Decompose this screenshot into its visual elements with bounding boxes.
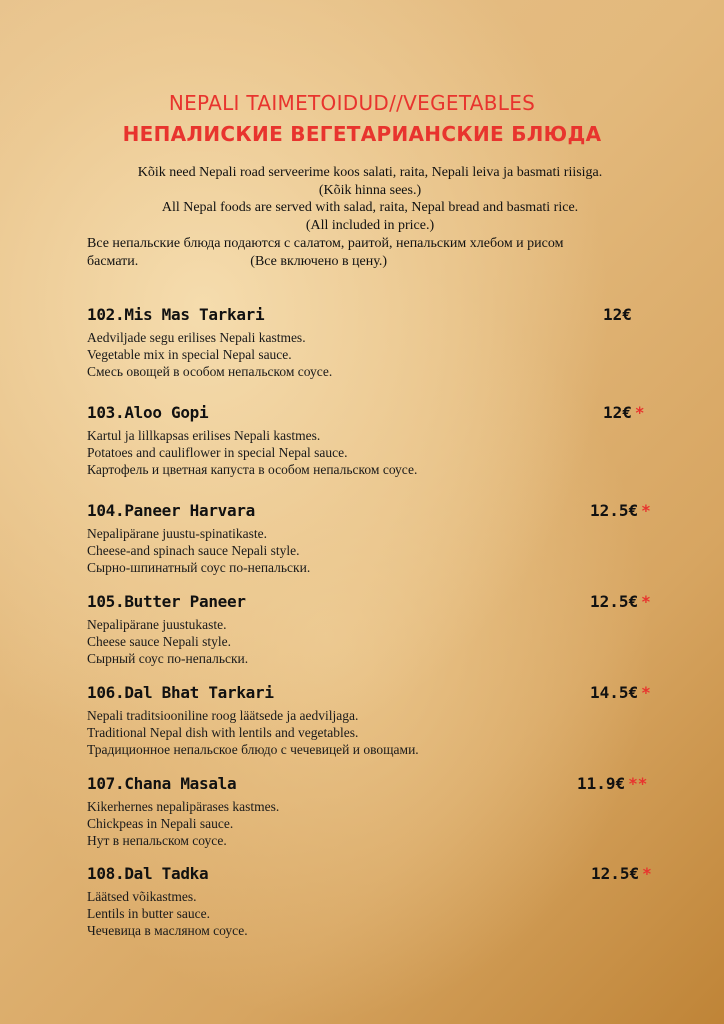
dish-item	[87, 683, 657, 758]
dish-item	[87, 864, 657, 939]
intro-ru-price: (Все включено в цену.)	[250, 253, 388, 269]
dish-desc-et: Nepalipärane juustu-spinatikaste.	[87, 526, 267, 541]
dish-desc-et: Kikerhernes nepalipärases kastmes.	[87, 799, 280, 814]
dish-item	[87, 501, 657, 576]
dish-desc-en: Chickpeas in Nepali sauce.	[87, 816, 234, 831]
dish-name: 108.Dal Tadka	[87, 864, 209, 883]
dish-price-value: 12€	[603, 403, 632, 422]
dish-desc-en: Lentils in butter sauce.	[87, 906, 210, 921]
dish-price-value: 12.5€	[590, 592, 639, 611]
dish-desc-et: Kartul ja lillkapsas erilises Nepali kastmes.	[87, 428, 321, 443]
intro-et-price: (Kõik hinna sees.)	[318, 182, 422, 198]
dish-desc-ru: Сырно-шпинатный соус по-непальски.	[87, 560, 311, 575]
dish-desc-et: Läätsed võikastmes.	[87, 889, 197, 904]
dish-name: 102.Mis Mas Tarkari	[87, 305, 265, 324]
dish-name: 105.Butter Paneer	[87, 592, 246, 611]
dish-desc-ru: Традиционное непальское блюдо с чечевицей и овощами.	[87, 742, 419, 757]
dish-desc-en: Traditional Nepal dish with lentils and vegetables.	[87, 725, 359, 740]
spicy-star: *	[634, 403, 645, 422]
spicy-star: *	[641, 683, 651, 702]
dish-price-value: 14.5€	[590, 683, 639, 702]
intro-en-price: (All included in price.)	[305, 217, 435, 233]
dish-price	[577, 774, 647, 793]
spicy-star: *	[641, 592, 651, 611]
dish-name: 106.Dal Bhat Tarkari	[87, 683, 274, 702]
intro-ru-block	[87, 235, 647, 270]
dish-price	[590, 501, 651, 520]
dish-price	[591, 864, 652, 883]
dish-desc-en: Potatoes and cauliflower in special Nepal sauce.	[87, 445, 348, 460]
dish-item	[87, 774, 657, 849]
dish-desc-et: Nepalipärane juustukaste.	[87, 617, 227, 632]
title-cyrillic: НЕПАЛИСКИЕ ВЕГЕТАРИАНСКИЕ БЛЮДА	[122, 122, 602, 146]
dish-desc-en: Cheese-and spinach sauce Nepali style.	[87, 543, 300, 558]
intro-block	[60, 164, 680, 234]
dish-price	[603, 305, 635, 324]
dish-desc-ru: Картофель и цветная капуста в особом непальском соусе.	[87, 462, 418, 477]
dish-desc-en: Vegetable mix in special Nepal sauce.	[87, 347, 292, 362]
intro-ru-line2-row	[87, 253, 647, 271]
dish-price-value: 11.9€	[577, 774, 626, 793]
dish-price-value: 12€	[603, 305, 632, 324]
dish-name: 104.Paneer Harvara	[87, 501, 255, 520]
dish-desc-ru: Чечевица в масляном соусе.	[87, 923, 248, 938]
dish-desc-ru: Сырный соус по-непальски.	[87, 651, 249, 666]
dish-price	[590, 683, 651, 702]
dish-desc-et: Nepali traditsiooniline roog läätsede ja aedviljaga.	[87, 708, 359, 723]
intro-et-line: Kõik need Nepali road serveerime koos salati, raita, Nepali leiva ja basmati riisiga.	[137, 165, 603, 180]
intro-ru-line1: Все непальские блюда подаются с салатом, раитой, непальским хлебом и рисом	[87, 236, 564, 251]
spicy-star: *	[641, 501, 651, 520]
dish-desc-ru: Нут в непальском соусе.	[87, 833, 227, 848]
dish-price-value: 12.5€	[591, 864, 640, 883]
dish-price-value: 12.5€	[590, 501, 639, 520]
dish-price	[603, 403, 645, 422]
spicy-star: *	[642, 864, 652, 883]
title-latin: NEPALI TAIMETOIDUD//VEGETABLES	[168, 91, 536, 115]
intro-ru-line2: басмати.	[87, 253, 139, 269]
dish-item	[87, 592, 657, 667]
dish-name: 107.Chana Masala	[87, 774, 237, 793]
spicy-star: **	[628, 774, 648, 793]
intro-en-line: All Nepal foods are served with salad, raita, Nepal bread and basmati rice.	[161, 200, 579, 215]
dish-item	[87, 305, 657, 380]
dish-desc-et: Aedviljade segu erilises Nepali kastmes.	[87, 330, 306, 345]
dish-desc-en: Cheese sauce Nepali style.	[87, 634, 231, 649]
dish-price	[590, 592, 651, 611]
dish-desc-ru: Смесь овощей в особом непальском соусе.	[87, 364, 333, 379]
dish-item	[87, 403, 657, 478]
dish-name: 103.Aloo Gopi	[87, 403, 209, 422]
